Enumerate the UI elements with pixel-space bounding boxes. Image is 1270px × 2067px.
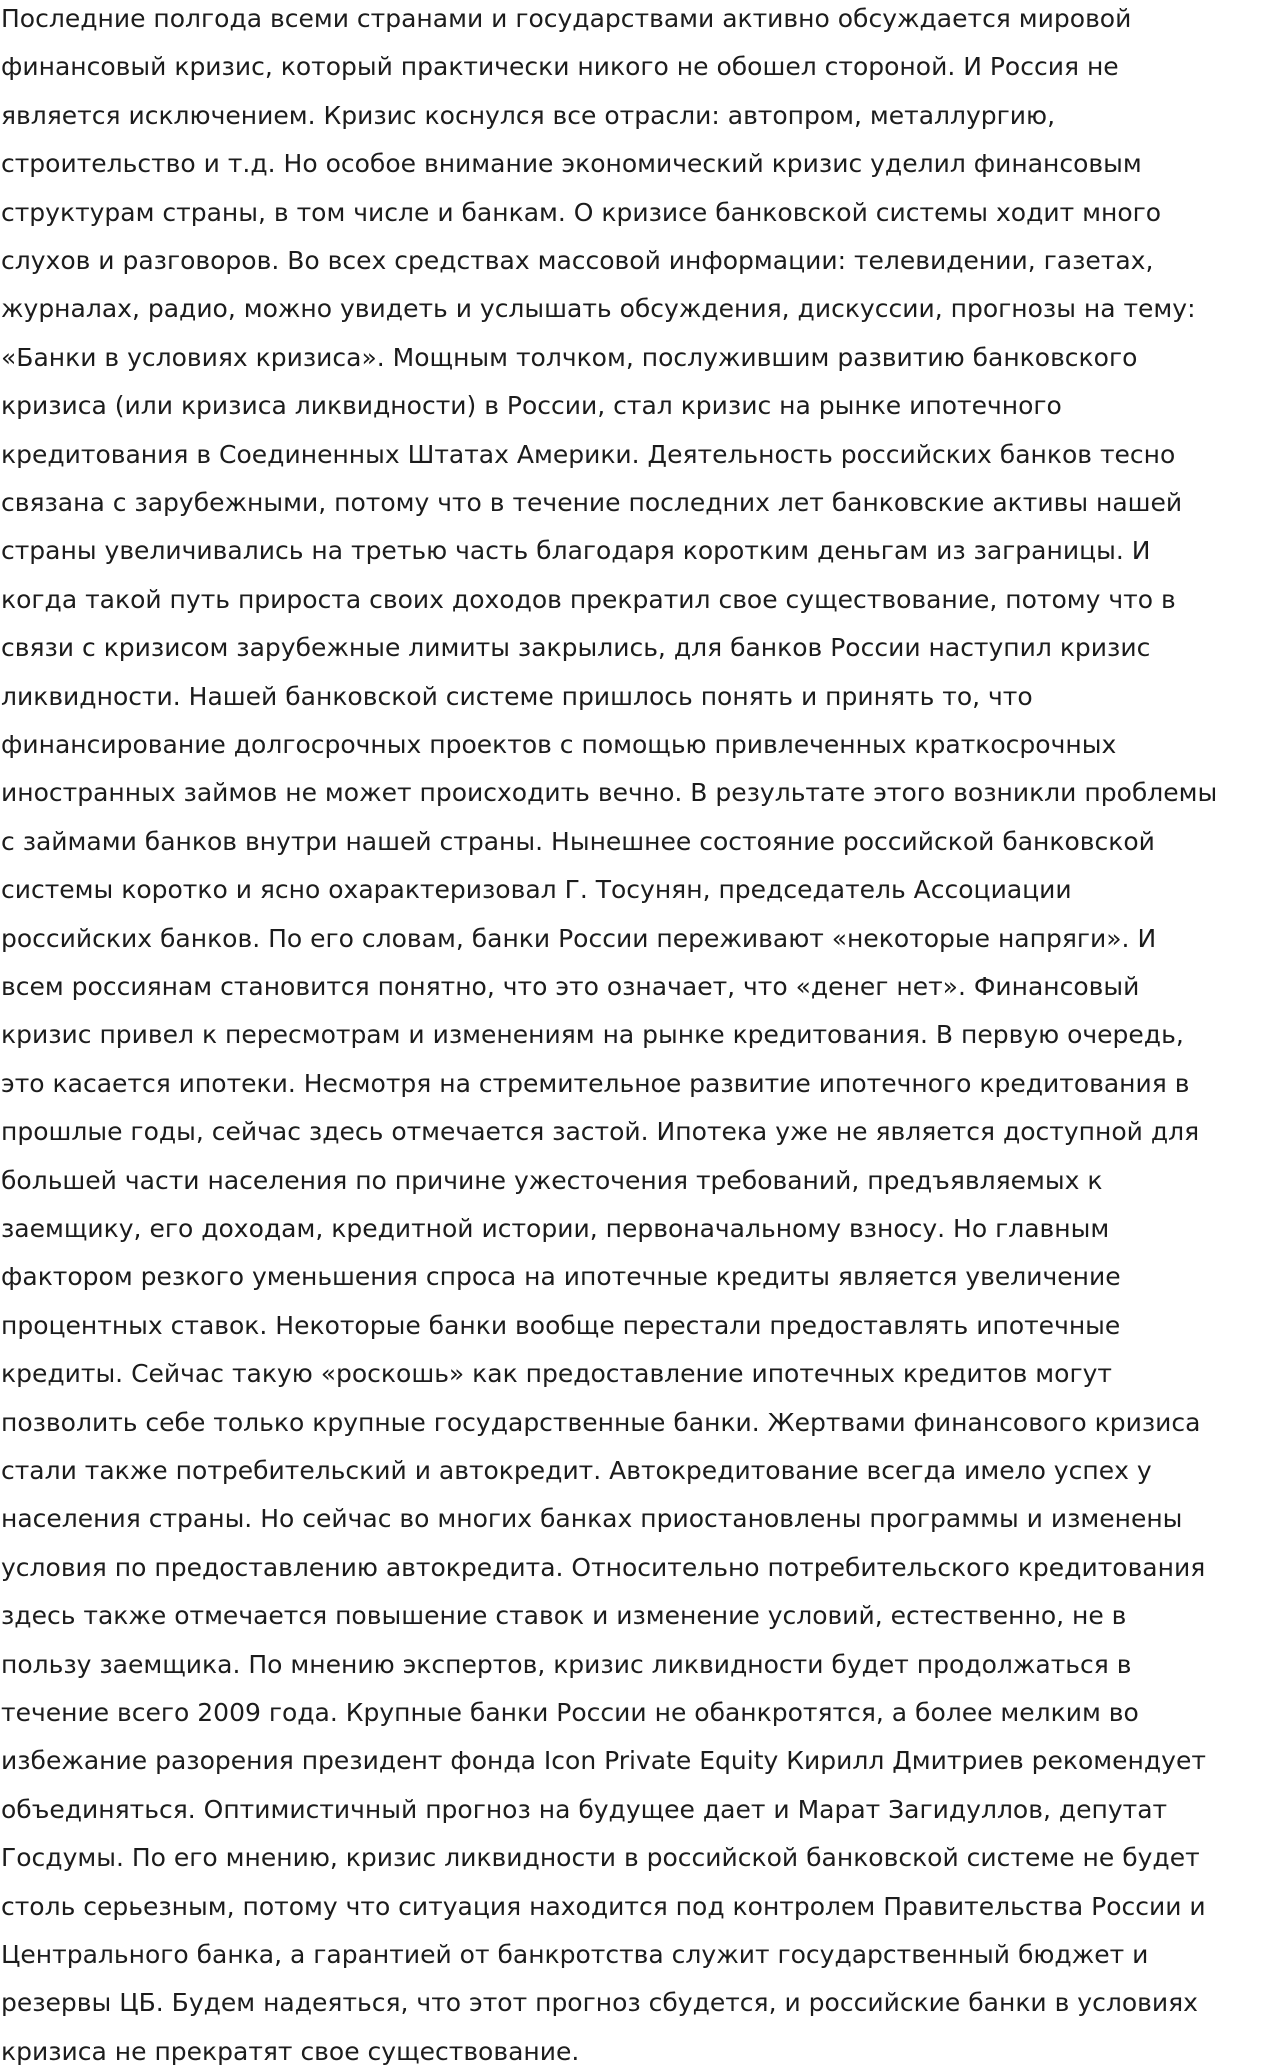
text-line: населения страны. Но сейчас во многих банках приостановлены программы и изменены — [1, 1504, 1183, 1534]
text-line: строительство и т.д. Но особое внимание экономический кризис уделил финансовым — [1, 149, 1142, 179]
text-line: иностранных займов не может происходить вечно. В результате этого возникли проблемы — [1, 778, 1218, 808]
text-line: резервы ЦБ. Будем надеяться, что этот прогноз сбудется, и российские банки в условиях — [1, 1988, 1198, 2018]
text-line: структурам страны, в том числе и банкам. О кризисе банковской системы ходит много — [1, 197, 1162, 227]
text-line: объединяться. Оптимистичный прогноз на будущее дает и Марат Загидуллов, депутат — [1, 1794, 1168, 1824]
text-line: стали также потребительский и автокредит. Автокредитование всегда имело успех у — [1, 1456, 1152, 1485]
text-line: связана с зарубежными, потому что в течение последних лет банковские активы нашей — [1, 488, 1183, 517]
text-line: ликвидности. Нашей банковской системе пришлось понять и принять то, что — [1, 681, 1033, 711]
text-line: процентных ставок. Некоторые банки вообще перестали предоставлять ипотечные — [1, 1310, 1121, 1340]
text-line: журналах, радио, можно увидеть и услышать обсуждения, дискуссии, прогнозы на тему: — [1, 294, 1196, 324]
text-line: кредиты. Сейчас такую «роскошь» как предоставление ипотечных кредитов могут — [1, 1359, 1112, 1389]
text-line: столь серьезным, потому что ситуация находится под контролем Правительства России и — [1, 1891, 1206, 1921]
text-line: финансирование долгосрочных проектов с помощью привлеченных краткосрочных — [1, 730, 1117, 759]
text-line: Госдумы. По его мнению, кризис ликвидности в российской банковской системе не будет — [1, 1843, 1200, 1873]
text-line: заемщику, его доходам, кредитной истории, первоначальному взносу. Но главным — [1, 1214, 1110, 1243]
text-line: всем россиянам становится понятно, что это означает, что «денег нет». Финансовый — [1, 972, 1140, 1001]
text-line: Центрального банка, а гарантией от банкротства служит государственный бюджет и — [1, 1940, 1149, 1969]
text-line: слухов и разговоров. Во всех средствах массовой информации: телевидении, газетах, — [1, 246, 1154, 275]
text-line: системы коротко и ясно охарактеризовал Г. Тосунян, председатель Ассоциации — [1, 875, 1072, 905]
text-line: фактором резкого уменьшения спроса на ипотечные кредиты является увеличение — [1, 1262, 1121, 1292]
text-line: когда такой путь прироста своих доходов прекратил свое существование, потому что в — [1, 584, 1176, 614]
text-line: условия по предоставлению автокредита. Относительно потребительского кредитования — [1, 1552, 1206, 1582]
text-line: кризиса не прекратят свое существование. — [1, 2036, 580, 2066]
text-line: кризис привел к пересмотрам и изменениям на рынке кредитования. В первую очередь, — [1, 1020, 1184, 1050]
text-line: является исключением. Кризис коснулся все отрасли: автопром, металлургию, — [1, 100, 1056, 130]
text-line: позволить себе только крупные государственные банки. Жертвами финансового кризиса — [1, 1407, 1201, 1437]
text-line: кредитования в Соединенных Штатах Америки. Деятельность российских банков тесно — [1, 439, 1176, 469]
text-line: большей части населения по причине ужесточения требований, предъявляемых к — [1, 1165, 1103, 1195]
text-line: финансовый кризис, который практически никого не обошел стороной. И Россия не — [1, 52, 1119, 82]
text-line: кризиса (или кризиса ликвидности) в России, стал кризис на рынке ипотечного — [1, 391, 1062, 421]
text-line: течение всего 2009 года. Крупные банки России не обанкротятся, а более мелким во — [1, 1698, 1139, 1727]
text-line: страны увеличивались на третью часть благодаря коротким деньгам из заграницы. И — [1, 536, 1151, 566]
text-line: избежание разорения президент фонда Icon Private Equity Кирилл Дмитриев рекомендует — [1, 1746, 1206, 1776]
text-line: пользу заемщика. По мнению экспертов, кризис ликвидности будет продолжаться в — [1, 1649, 1132, 1679]
text-line: прошлые годы, сейчас здесь отмечается застой. Ипотека уже не является доступной для — [1, 1117, 1200, 1147]
text-line: это касается ипотеки. Несмотря на стремительное развитие ипотечного кредитования в — [1, 1068, 1190, 1098]
text-line: «Банки в условиях кризиса». Мощным толчком, послужившим развитию банковского — [1, 342, 1138, 372]
text-line: здесь также отмечается повышение ставок и изменение условий, естественно, не в — [1, 1601, 1127, 1631]
text-line: Последние полгода всеми странами и государствами активно обсуждается мировой — [1, 4, 1132, 33]
text-line: с займами банков внутри нашей страны. Нынешнее состояние российской банковской — [1, 826, 1155, 856]
text-line: связи с кризисом зарубежные лимиты закрылись, для банков России наступил кризис — [1, 633, 1151, 663]
text-line: российских банков. По его словам, банки России переживают «некоторые напряги». И — [1, 923, 1157, 953]
